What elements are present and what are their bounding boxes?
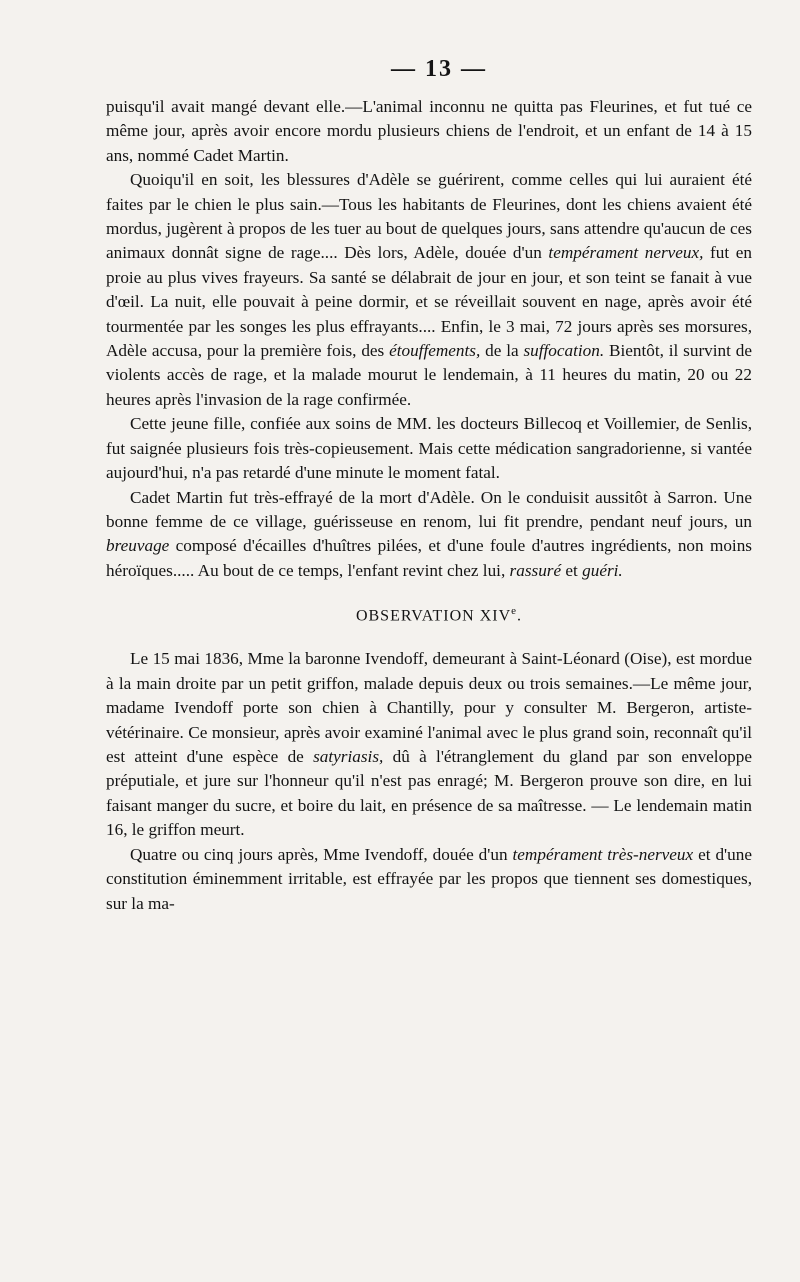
section-heading bbox=[126, 605, 752, 625]
body-text-bottom bbox=[106, 647, 752, 915]
paragraph-6 bbox=[106, 843, 752, 916]
italic-run: breuvage bbox=[106, 536, 170, 556]
text-run: et bbox=[561, 560, 583, 580]
paragraph-4 bbox=[106, 486, 752, 584]
text-run: Bientôt, il survint de violents accès de rage, et la malade mourut le lendemain, à 11 heures du matin, 20 ou 22 heures après l'invasion de la rage confirmée. bbox=[106, 341, 752, 409]
italic-run: satyriasis, bbox=[313, 747, 384, 767]
text-run: et d'une constitution éminemment irritable, est effrayée par les propos que tiennent ses domestiques, sur la ma- bbox=[106, 844, 752, 913]
heading-sup: e bbox=[511, 605, 518, 618]
paragraph-2 bbox=[106, 168, 752, 412]
italic-run: tempérament nerveux, bbox=[548, 243, 704, 263]
text-run: Quoiqu'il en soit, les blessures d'Adèle se guérirent, comme celles qui lui auraient été faites par le chien le plus sain.—Tous les habitants de Fleurines, dont les chiens avaient été mordus, jugèrent à propos de les tuer au bout de quelques jours, sans attendre qu'aucun de ces animaux donnât signe de rage.... Dès lors, Adèle, douée d'un bbox=[106, 170, 752, 263]
text-run: Quatre ou cinq jours après, Mme Ivendoff, douée d'un bbox=[130, 844, 513, 864]
italic-run: rassuré bbox=[509, 560, 562, 580]
text-run: composé d'écailles d'huîtres pilées, et d'une foule d'autres ingrédients, non moins héroïques..... Au bout de ce temps, l'enfant revint chez lui, bbox=[106, 536, 752, 580]
paragraph-5 bbox=[106, 647, 752, 842]
text-run: fut en proie au plus vives frayeurs. Sa santé se délabrait de jour en jour, et son teint se fanait à vue d'œil. La nuit, elle pouvait à peine dormir, et se réveillait souvent en nage, après avoir été tourmentée par les songes les plus effrayants.... Enfin, le 3 mai, 72 jours après ses morsures, Adèle accusa, pour la première fois, des bbox=[106, 243, 752, 361]
body-text-top bbox=[106, 95, 752, 583]
italic-run: guéri. bbox=[582, 560, 623, 580]
text-run: Le 15 mai 1836, Mme la baronne Ivendoff, demeurant à Saint-Léonard (Oise), est mordue à la main droite par un petit griffon, malade depuis deux ou trois semaines.—Le même jour, madame Ivendoff porte son chien à Chantilly, pour y consulter M. Bergeron, artiste-vétérinaire. Ce monsieur, après avoir examiné l'animal avec le plus grand soin, reconnaît qu'il est atteint d'une espèce de bbox=[106, 649, 752, 767]
text-run: de la bbox=[480, 341, 524, 361]
italic-run: étouffements, bbox=[389, 341, 481, 361]
paragraph-1: puisqu'il avait mangé devant elle.—L'animal inconnu ne quitta pas Fleurines, et fut tué ce même jour, après avoir encore mordu plusieurs chiens de l'endroit, et un enfant de 14 à 15 ans, nommé Cadet Martin. bbox=[106, 97, 752, 165]
text-run: dû à l'étranglement du gland par son enveloppe préputiale, et jure sur l'honneur qu'il n'est pas enragé; M. Bergeron prouve son dire, en lui faisant manger du sucre, et boire du lait, en présence de sa maîtresse. — Le lendemain matin 16, le griffon meurt. bbox=[106, 747, 752, 840]
page-number: — 13 — bbox=[391, 56, 487, 82]
italic-run: tempérament très-nerveux bbox=[512, 844, 694, 864]
text-run: Cadet Martin fut très-effrayé de la mort d'Adèle. On le conduisit aussitôt à Sarron. Une bonne femme de ce village, guérisseuse en renom, lui fit prendre, pendant neuf jours, un bbox=[106, 487, 752, 531]
heading-end: . bbox=[517, 607, 523, 625]
heading-main: OBSERVATION XIV bbox=[355, 607, 512, 625]
paragraph-3: Cette jeune fille, confiée aux soins de MM. les docteurs Billecoq et Voillemier, de Senlis, fut saignée plusieurs fois très-copieusement. Mais cette médication sangradorienne, si vantée aujourd'hui, n'a pas retardé d'une minute le moment fatal. bbox=[106, 414, 752, 483]
italic-run: suffocation. bbox=[523, 341, 605, 361]
